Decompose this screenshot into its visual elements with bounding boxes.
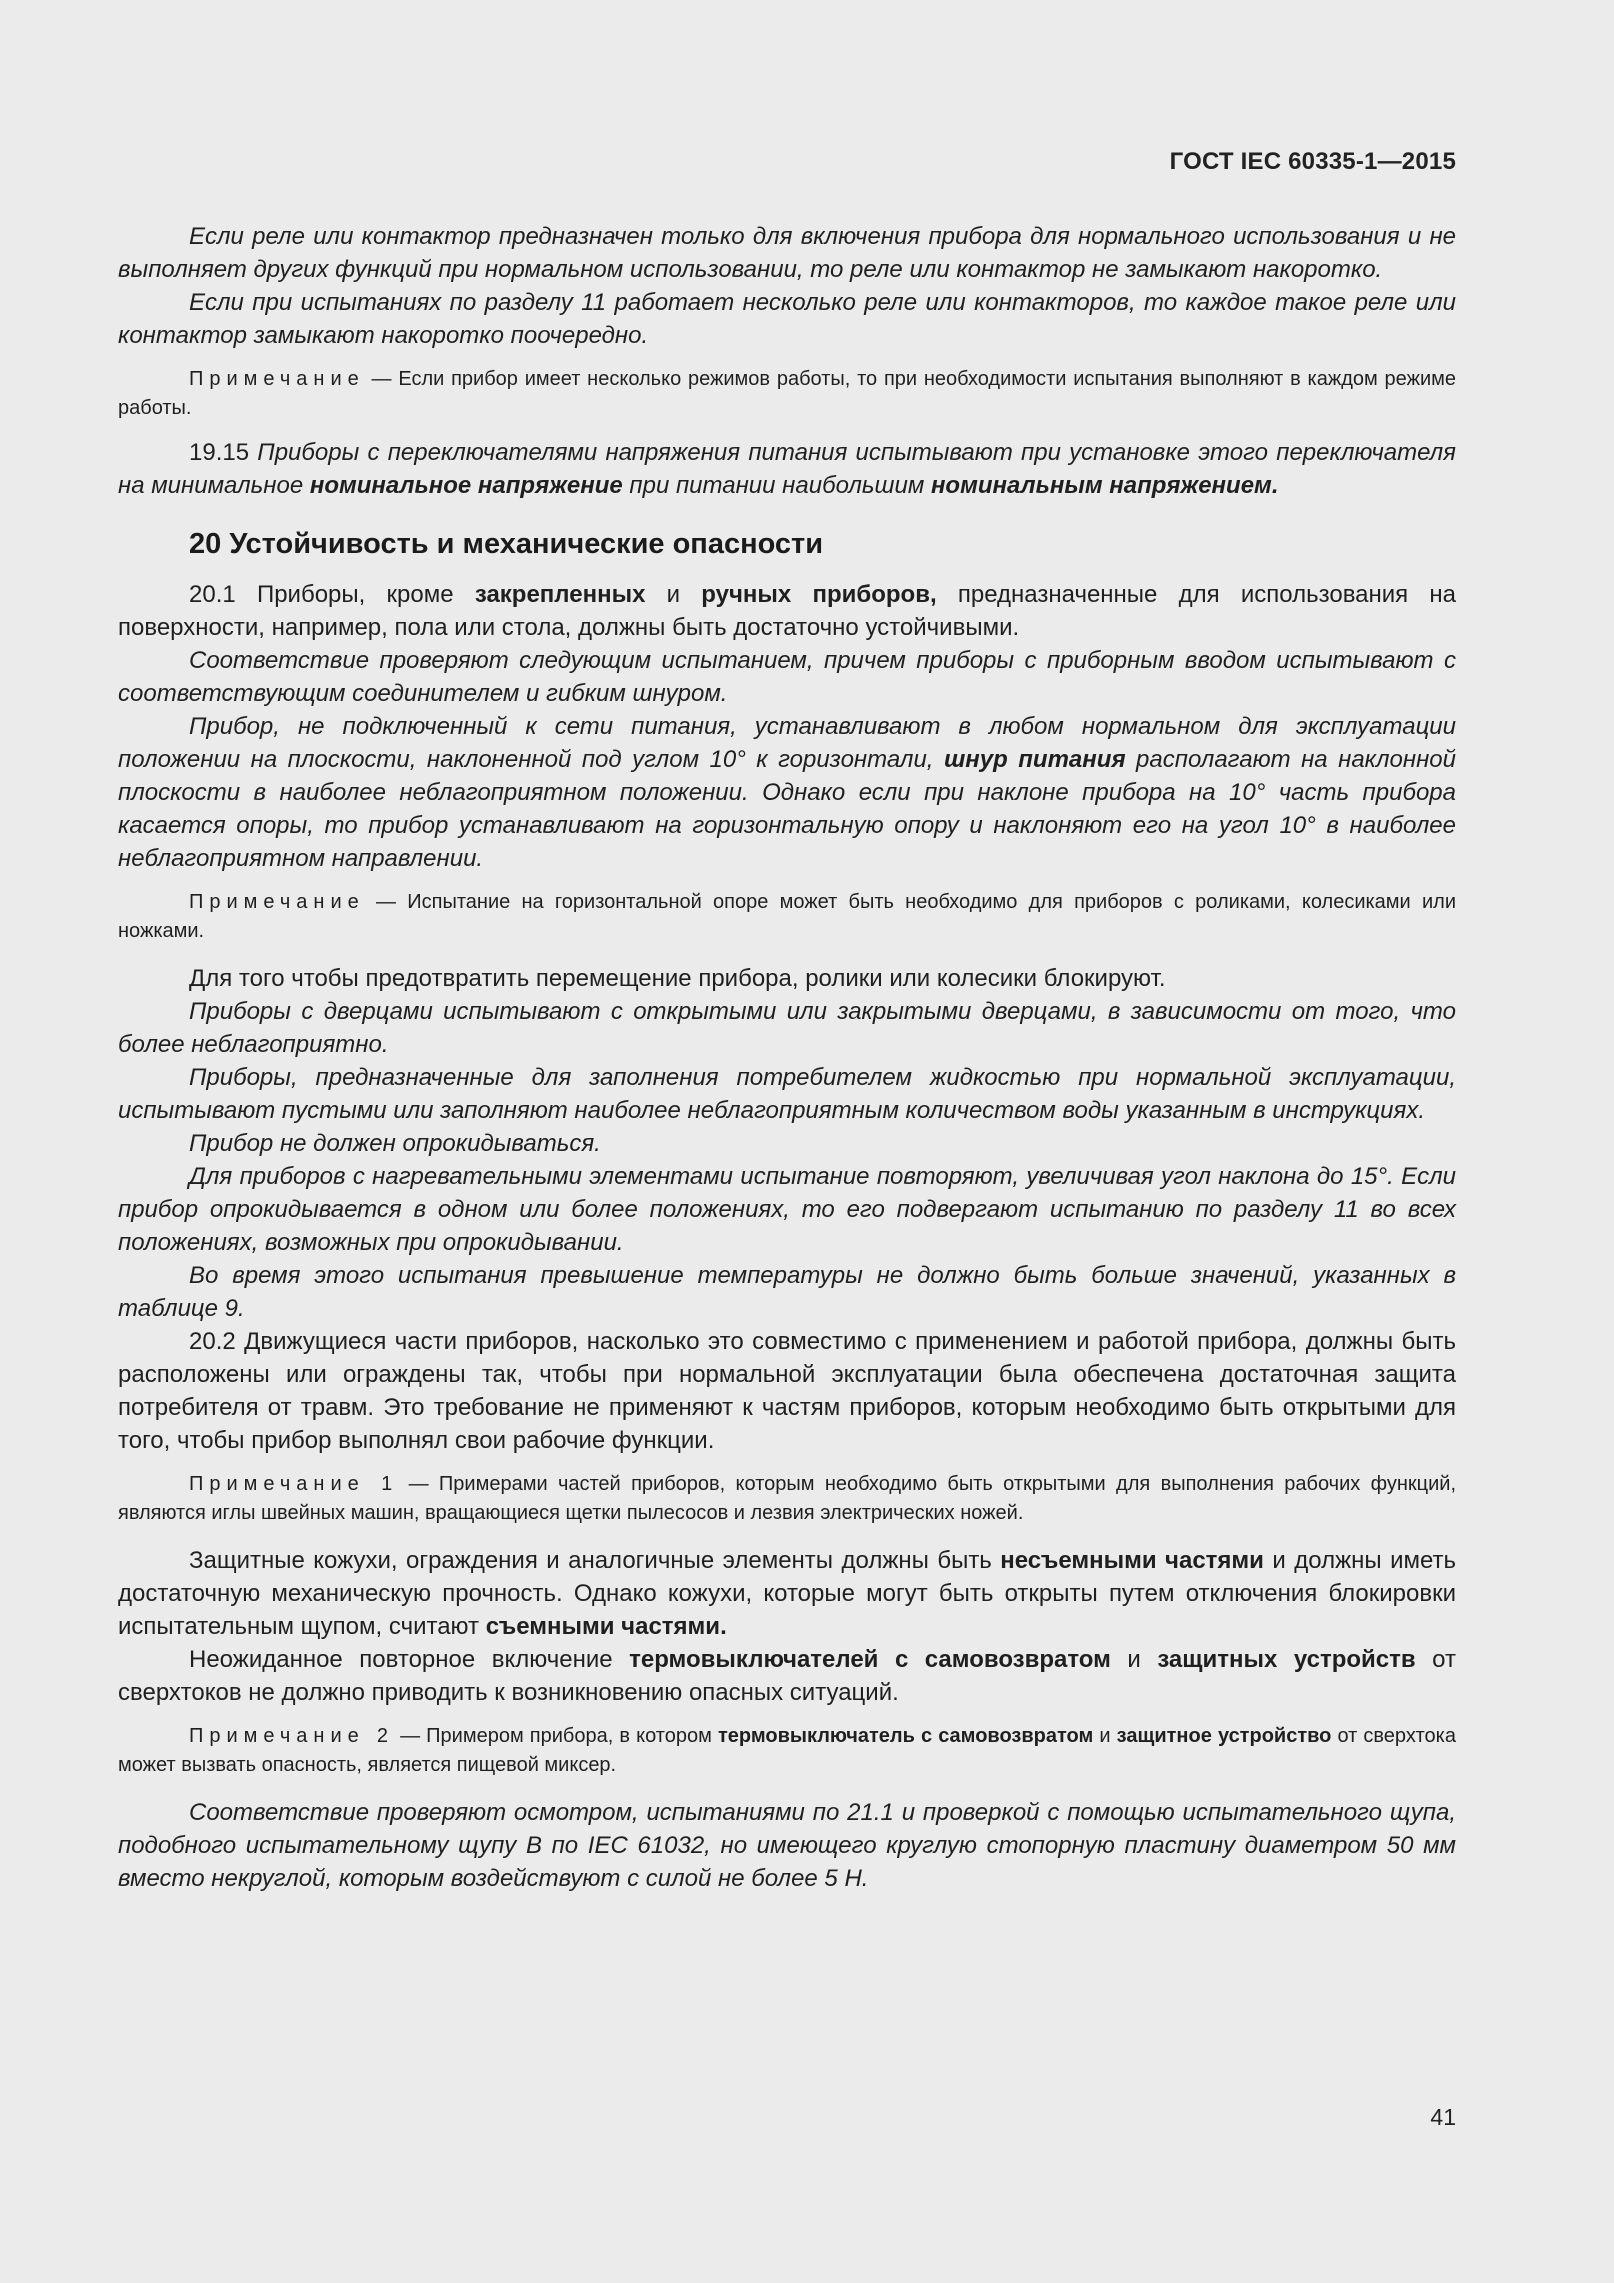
clause-number: 19.15: [189, 439, 258, 466]
clause-19-15: 19.15 Приборы с переключателями напряжения питания испытывают при установке этого переключателя на минимальное номинальное напряжение при питании наибольшим номинальным напряжением.: [118, 439, 1456, 499]
note-text: — Если прибор имеет несколько режимов работы, то при необходимости испытания выполняют в каждом режиме работы.: [118, 368, 1456, 419]
note-label: Примечание: [189, 368, 365, 390]
paragraph-compliance-test: Соответствие проверяют следующим испытанием, причем приборы с приборным вводом испытывают с соответствующим соединителем и гибким шнуром.: [118, 647, 1456, 707]
note-label: Примечание: [189, 891, 365, 913]
note-operating-modes: [118, 365, 1456, 423]
page-number: 41: [1430, 2104, 1456, 2130]
term-protective-devices: защитных устройств: [1157, 1646, 1416, 1673]
term-rated-voltage-2: номинальным напряжением.: [930, 472, 1279, 499]
paragraph-doors: Приборы с дверцами испытывают с открытыми или закрытыми дверцами, в зависимости от того, что более неблагоприятно.: [118, 998, 1456, 1058]
term-rated-voltage: номинальное напряжение: [309, 472, 623, 499]
paragraph-reclosing: Неожиданное повторное включение термовыключателей с самовозвратом и защитных устройств от сверхтоков не должно приводить к возникновению опасных ситуаций.: [118, 1646, 1456, 1706]
term-protective-device: защитное устройство: [1116, 1725, 1332, 1747]
paragraph-castors-locked: Для того чтобы предотвратить перемещение прибора, ролики или колесики блокируют.: [189, 965, 1166, 992]
note-horizontal-support: [118, 888, 1456, 946]
note-text: — Примерами частей приборов, которым необходимо быть открытыми для выполнения рабочих функций, являются иглы швейных машин, вращающиеся щетки пылесосов и лезвия электрических ножей.: [118, 1473, 1456, 1524]
term-self-resetting-cutout: термовыключатель с самовозвратом: [717, 1725, 1094, 1747]
paragraph-no-overturn: Прибор не должен опрокидываться.: [189, 1130, 601, 1157]
paragraph-relay-contactor: Если реле или контактор предназначен только для включения прибора для нормального использования и не выполняет других функций при нормальном использовании, то реле или контактор не замыкают накоротко.: [118, 223, 1456, 283]
term-supply-cord: шнур питания: [943, 746, 1126, 773]
term-fixed-appliances: закрепленных: [474, 581, 646, 608]
paragraph-inclined-plane: Прибор, не подключенный к сети питания, устанавливают в любом нормальном для эксплуатации положении на плоскости, наклоненной под углом 10° к горизонтали, шнур питания располагают на наклонной плоскости в наиболее неблагоприятном положении. Однако если при наклоне прибора на 10° часть прибора касается опоры, то прибор устанавливают на горизонтальную опору и наклоняют его на угол 10° в наиболее неблагоприятном направлении.: [118, 713, 1457, 872]
paragraph-compliance-inspection: Соответствие проверяют осмотром, испытаниями по 21.1 и проверкой с помощью испытательного щупа, подобного испытательному щупу B по IEC 61032, но имеющего круглую стопорную пластину диаметром 50 мм вместо некруглой, которым воздействуют с силой не более 5 Н.: [118, 1799, 1456, 1892]
note-label: Примечание 2: [189, 1725, 394, 1747]
note-2-food-mixer: Примечание 2 — Примером прибора, в котором термовыключатель с самовозвратом и защитное устройство от сверхтока может вызвать опасность, является пищевой миксер.: [118, 1725, 1456, 1776]
note-text: — Испытание на горизонтальной опоре может быть необходимо для приборов с роликами, колесиками или ножками.: [118, 891, 1456, 942]
term-non-detachable-parts: несъемными частями: [1000, 1547, 1264, 1574]
paragraph-relays-section-11: Если при испытаниях по разделу 11 работает несколько реле или контакторов, то каждое такое реле или контактор замыкают накоротко поочередно.: [118, 289, 1456, 349]
term-hand-held-appliances: ручных приборов,: [701, 581, 937, 608]
clause-20-2: 20.2 Движущиеся части приборов, насколько это совместимо с применением и работой прибора, должны быть расположены или ограждены так, чтобы при нормальной эксплуатации была обеспечена достаточная защита потребителя от травм. Это требование не применяют к частям приборов, которым необходимо быть открытыми для того, чтобы прибор выполнял свои рабочие функции.: [118, 1328, 1456, 1454]
paragraph-heating-elements: Для приборов с нагревательными элементами испытание повторяют, увеличивая угол наклона до 15°. Если прибор опрокидывается в одном или более положениях, то его подвергают испытанию по разделу 11 во всех положениях, возможных при опрокидывании.: [118, 1163, 1456, 1256]
section-title: 20 Устойчивость и механические опасности: [189, 528, 824, 560]
note-label: Примечание 1: [189, 1473, 399, 1495]
note-1-moving-parts: [118, 1470, 1456, 1528]
term-detachable-parts: съемными частями.: [485, 1613, 727, 1640]
paragraph-guards: Защитные кожухи, ограждения и аналогичные элементы должны быть несъемными частями и должны иметь достаточную механическую прочность. Однако кожухи, которые могут быть открыты путем отключения блокировки испытательным щупом, считают съемными частями.: [118, 1547, 1457, 1640]
page-content: [118, 220, 1456, 1895]
clause-20-1: 20.1 Приборы, кроме закрепленных и ручных приборов, предназначенные для использования на поверхности, например, пола или стола, должны быть достаточно устойчивыми.: [118, 581, 1457, 641]
standard-header: ГОСТ IEC 60335-1—2015: [1169, 148, 1456, 175]
paragraph-temperature-rise: Во время этого испытания превышение температуры не должно быть больше значений, указанных в таблице 9.: [118, 1262, 1456, 1322]
term-self-resetting-cutouts: термовыключателей с самовозвратом: [629, 1646, 1111, 1673]
paragraph-liquid-filled: Приборы, предназначенные для заполнения потребителем жидкостью при нормальной эксплуатации, испытывают пустыми или заполняют наиболее неблагоприятным количеством воды указанным в инструкциях.: [118, 1064, 1456, 1124]
